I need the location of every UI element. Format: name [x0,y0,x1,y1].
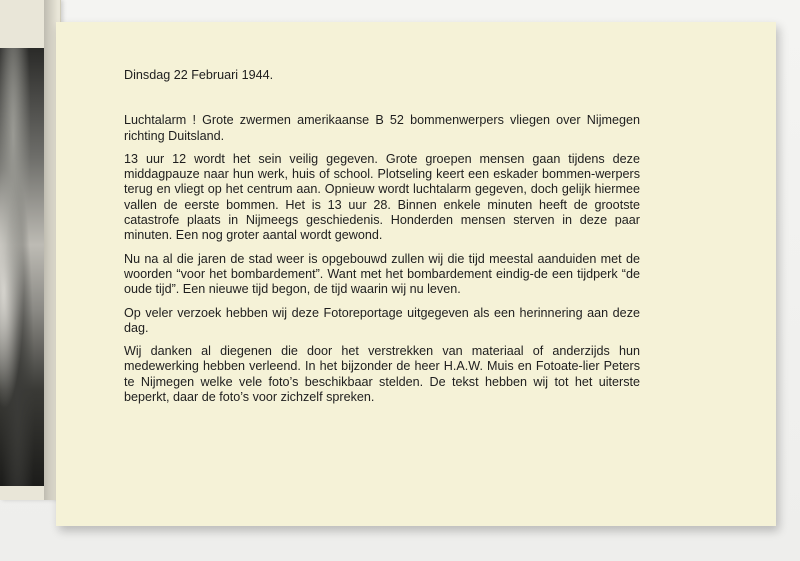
paragraph-air-raid: Luchtalarm ! Grote zwermen amerikaanse B 52 bommenwerpers vliegen over Nijmegen richting Duitsland. [124,113,640,143]
black-white-photo [0,48,44,486]
paragraph-thanks: Wij danken al diegenen die door het verstrekken van materiaal of anderzijds hun medewerking hebben verleend. In het bijzonder de heer H.A.W. Muis en Fotoate-lier Peters te Nijmegen welke vele foto’s beschikbaar stelden. De tekst hebben wij tot het uiterste beperkt, daar de foto’s voor zichzelf spreken. [124,344,640,405]
paragraph-old-time: Nu na al die jaren de stad weer is opgebouwd zullen wij die tijd meestal aanduiden met de woorden “voor het bombardement”. Want met het bombardement eindig-de een tijdperk “de oude tijd”. Een nieuwe tijd begon, de tijd waarin wij nu leven. [124,251,640,297]
left-photo-page [0,0,61,500]
page-text [124,68,640,413]
paragraph-bombing: 13 uur 12 wordt het sein veilig gegeven. Grote groepen mensen gaan tijdens deze middagpauze naar hun werk, huis of school. Plotseling keert een eskader bommen-werpers terug en vliegt op het centrum aan. Opnieuw wordt luchtalarm gegeven, doch gelijk hiermee vallen de eerste bommen. Het is 13 uur 28. Binnen enkele minuten heeft de grootste catastrofe plaats in Nijmeegs geschiedenis. Honderden mensen sterven in deze paar minuten. Een nog groter aantal wordt gewond. [124,151,640,243]
page-date: Dinsdag 22 Februari 1944. [124,68,274,82]
paragraph-request: Op veler verzoek hebben wij deze Fotoreportage uitgegeven als een herinnering aan deze dag. [124,305,640,335]
